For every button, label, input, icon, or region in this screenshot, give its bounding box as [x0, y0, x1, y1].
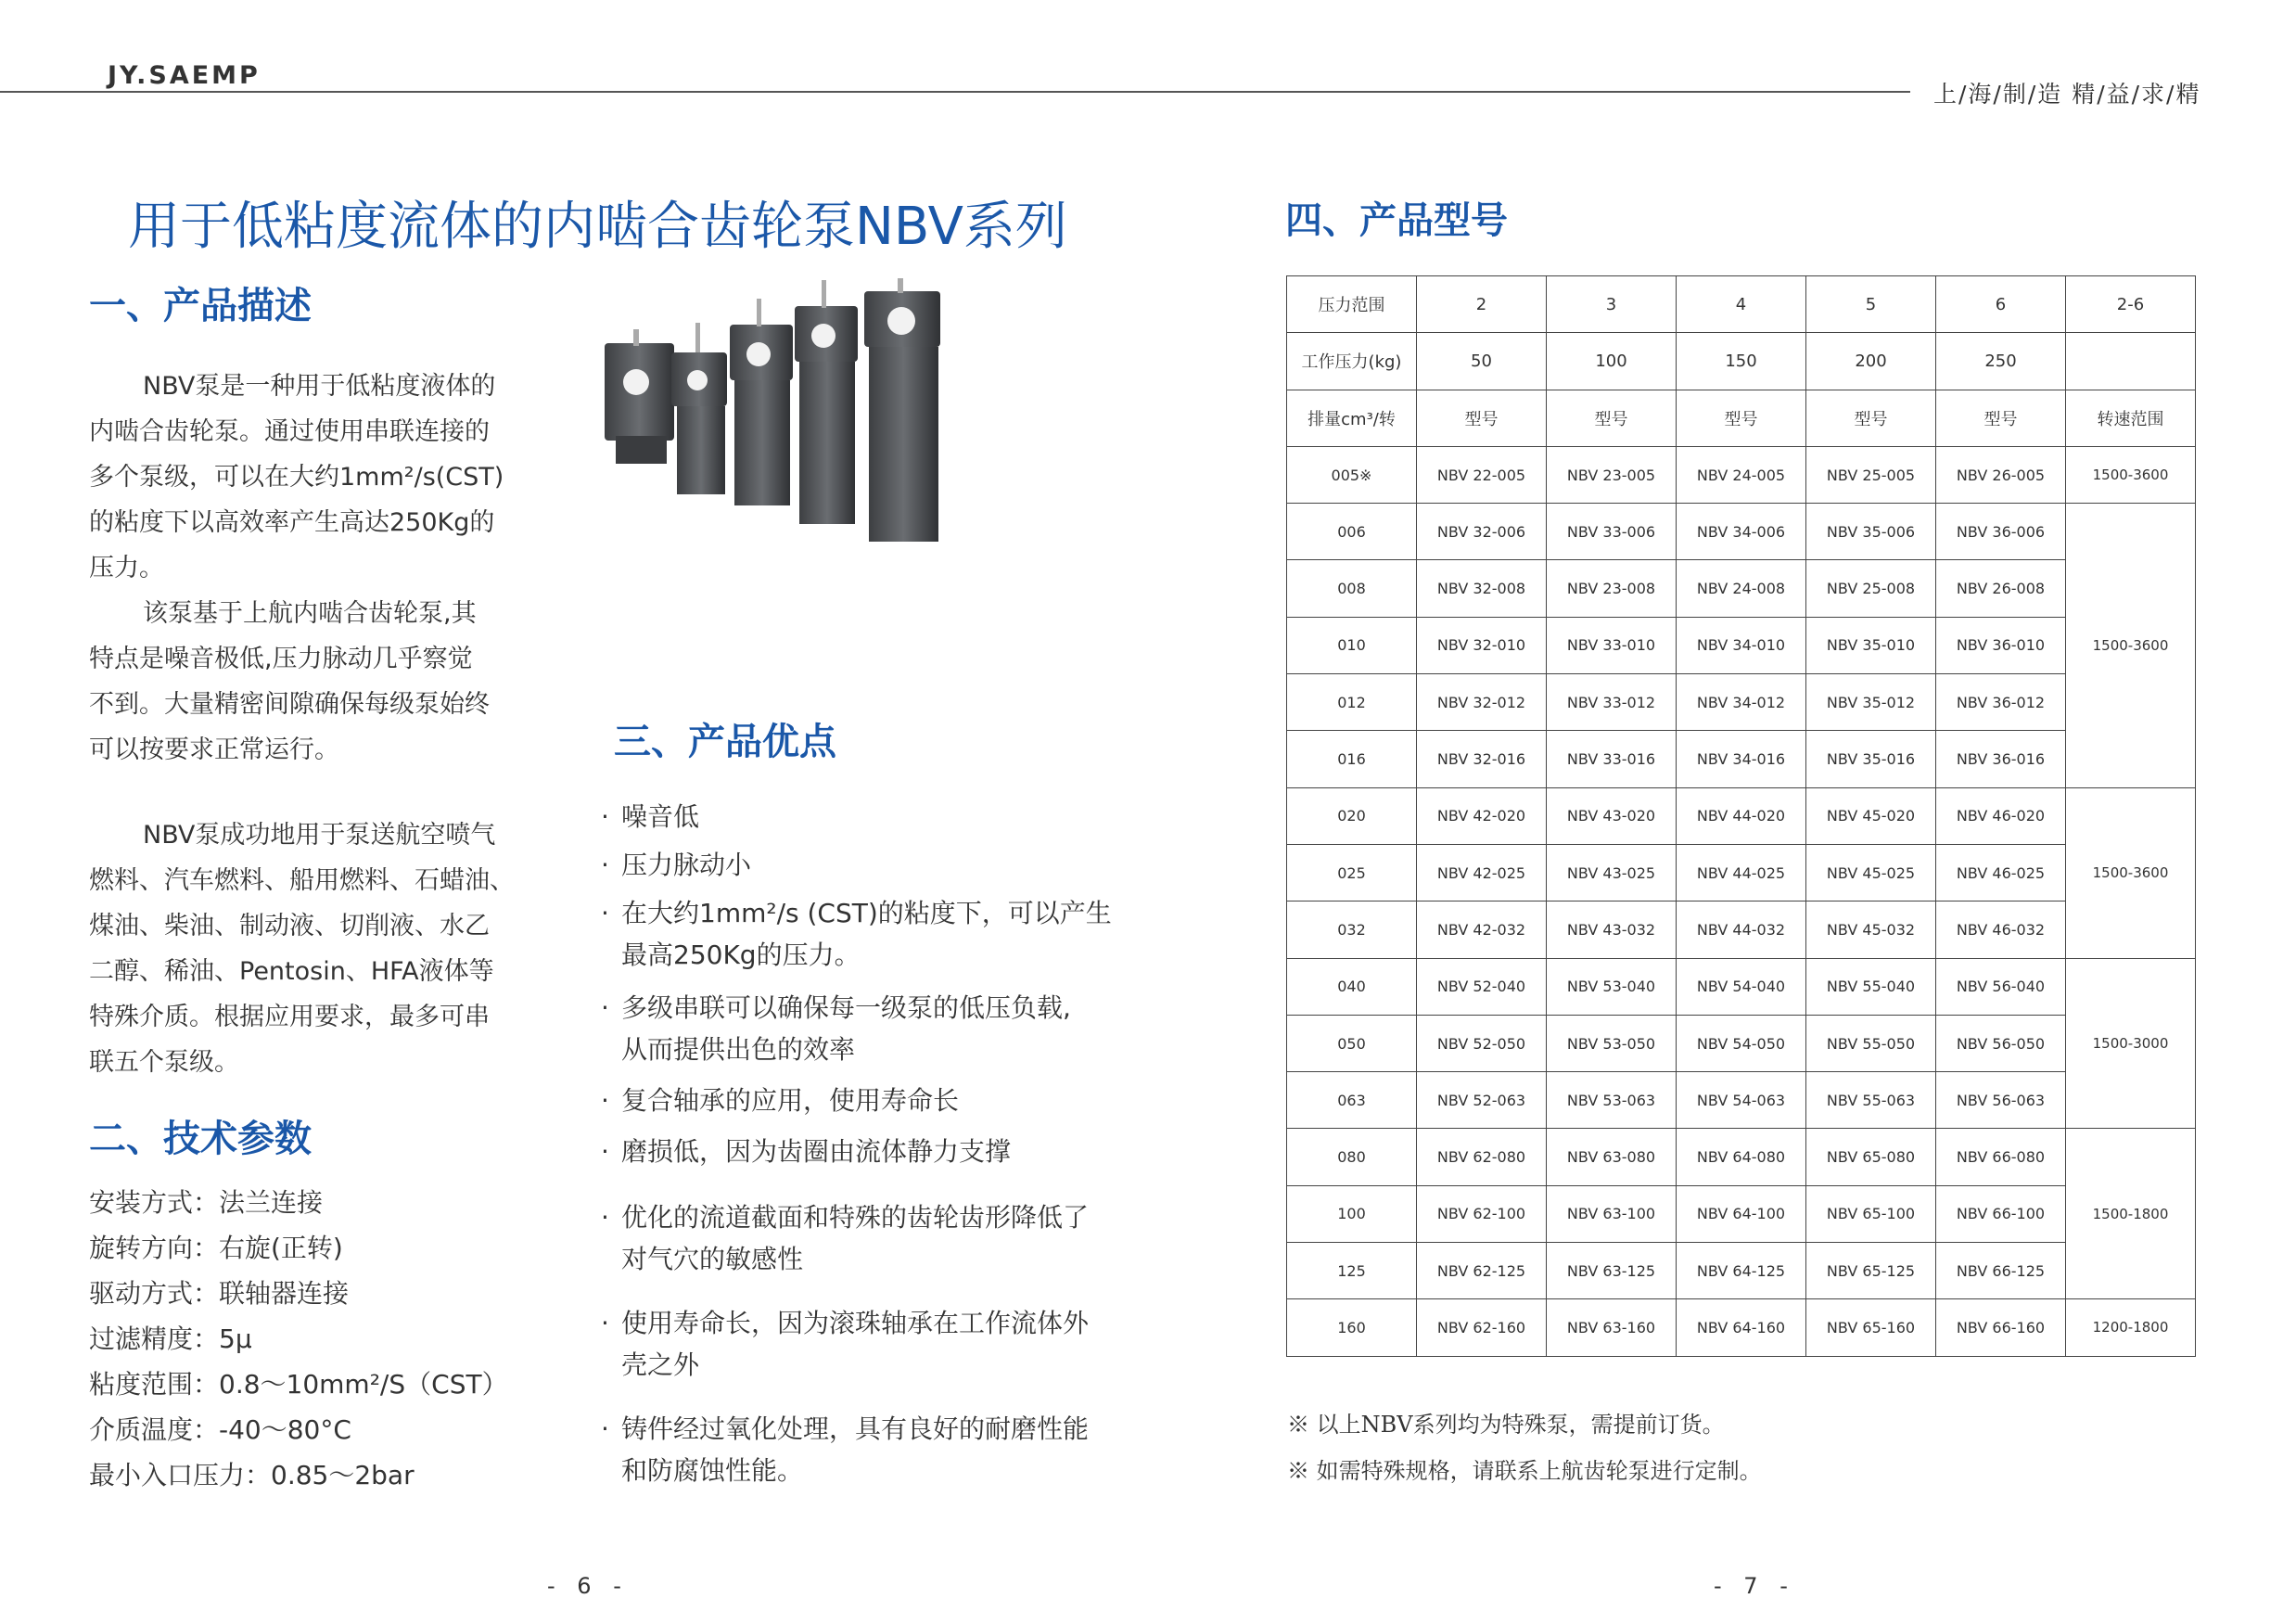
table-header-cell: 型号: [1806, 390, 1936, 446]
displacement-cell: 006: [1287, 504, 1417, 560]
spec-item: 安装方式：法兰连接: [89, 1187, 324, 1218]
model-cell: NBV 25-005: [1806, 446, 1936, 503]
displacement-cell: 063: [1287, 1072, 1417, 1129]
model-cell: NBV 33-006: [1547, 504, 1677, 560]
list-item: · 铸件经过氧化处理，具有良好的耐磨性能 和防腐蚀性能。: [601, 1413, 1090, 1486]
speed-range-cell: 1500-3600: [2066, 504, 2196, 787]
model-cell: NBV 23-008: [1547, 560, 1677, 617]
model-cell: NBV 56-040: [1936, 958, 2066, 1015]
table-header-cell: 压力范围: [1287, 276, 1417, 333]
model-cell: NBV 45-025: [1806, 844, 1936, 901]
section-title-description: 一、产品描述: [89, 285, 312, 327]
text-line: 二醇、稀油、Pentosin、HFA液体等: [89, 957, 494, 986]
model-cell: NBV 43-025: [1547, 844, 1677, 901]
table-row: [1287, 1015, 2196, 1071]
model-cell: NBV 25-008: [1806, 560, 1936, 617]
model-cell: NBV 63-160: [1547, 1299, 1677, 1356]
model-cell: NBV 33-012: [1547, 674, 1677, 731]
table-header-cell: 6: [1936, 276, 2066, 333]
section-title-models: 四、产品型号: [1285, 199, 1508, 242]
model-cell: NBV 64-125: [1677, 1243, 1806, 1299]
table-row: [1287, 504, 2196, 560]
table-row: [1287, 1299, 2196, 1356]
section-title-parameters: 二、技术参数: [89, 1118, 312, 1160]
text-line: 特点是噪音极低,压力脉动几乎察觉: [89, 645, 473, 673]
text-line: 不到。大量精密间隙确保每级泵始终: [89, 690, 490, 719]
model-cell: NBV 44-032: [1677, 902, 1806, 958]
speed-range-cell: 1500-3000: [2066, 958, 2196, 1129]
page-number-left: - 6 -: [547, 1573, 629, 1599]
spec-item: 旋转方向：右旋(正转): [89, 1233, 343, 1263]
text-line: 压力。: [89, 554, 164, 582]
text-line: 多个泵级，可以在大约1mm²/s(CST): [89, 463, 504, 492]
displacement-cell: 020: [1287, 787, 1417, 844]
table-row: [1287, 446, 2196, 503]
model-cell: NBV 64-100: [1677, 1185, 1806, 1242]
model-cell: NBV 54-040: [1677, 958, 1806, 1015]
list-item: · 使用寿命长，因为滚珠轴承在工作流体外 壳之外: [601, 1308, 1090, 1380]
text-line: NBV泵是一种用于低粘度液体的: [143, 372, 496, 401]
model-cell: NBV 42-020: [1417, 787, 1547, 844]
list-item: · 优化的流道截面和特殊的齿轮齿形降低了 对气穴的敏感性: [601, 1202, 1090, 1274]
model-cell: NBV 62-100: [1417, 1185, 1547, 1242]
model-cell: NBV 32-010: [1417, 617, 1547, 673]
spec-item: 驱动方式：联轴器连接: [89, 1278, 350, 1309]
table-header-cell: 50: [1417, 333, 1547, 390]
header-divider: [0, 91, 1910, 93]
table-row: [1287, 1129, 2196, 1185]
model-cell: NBV 54-063: [1677, 1072, 1806, 1129]
model-cell: NBV 65-125: [1806, 1243, 1936, 1299]
table-header-cell: 2: [1417, 276, 1547, 333]
pump-1: [605, 329, 674, 464]
model-cell: NBV 34-010: [1677, 617, 1806, 673]
table-header-row: [1287, 390, 2196, 446]
table-header-cell: 型号: [1677, 390, 1806, 446]
table-row: [1287, 1185, 2196, 1242]
brand-name: JY.SAEMP: [108, 61, 261, 90]
model-cell: NBV 24-008: [1677, 560, 1806, 617]
pump-4: [795, 280, 858, 524]
model-cell: NBV 22-005: [1417, 446, 1547, 503]
model-cell: NBV 52-050: [1417, 1015, 1547, 1071]
table-row: [1287, 617, 2196, 673]
text-line: 煤油、柴油、制动液、切削液、水乙: [89, 912, 490, 940]
speed-range-cell: 1200-1800: [2066, 1299, 2196, 1356]
model-cell: NBV 26-005: [1936, 446, 2066, 503]
table-row: [1287, 844, 2196, 901]
model-cell: NBV 26-008: [1936, 560, 2066, 617]
displacement-cell: 025: [1287, 844, 1417, 901]
table-row: [1287, 560, 2196, 617]
model-cell: NBV 43-020: [1547, 787, 1677, 844]
model-cell: NBV 45-032: [1806, 902, 1936, 958]
model-cell: NBV 62-160: [1417, 1299, 1547, 1356]
table-row: [1287, 958, 2196, 1015]
speed-range-cell: 1500-3600: [2066, 787, 2196, 958]
model-cell: NBV 42-032: [1417, 902, 1547, 958]
page-title: 用于低粘度流体的内啮合齿轮泵NBV系列: [128, 197, 1067, 257]
table-header-cell: [2066, 333, 2196, 390]
model-cell: NBV 23-005: [1547, 446, 1677, 503]
table-header-cell: 5: [1806, 276, 1936, 333]
displacement-cell: 050: [1287, 1015, 1417, 1071]
model-cell: NBV 56-063: [1936, 1072, 2066, 1129]
model-cell: NBV 55-050: [1806, 1015, 1936, 1071]
table-header-cell: 排量cm³/转: [1287, 390, 1417, 446]
model-cell: NBV 36-010: [1936, 617, 2066, 673]
text-line: 的粘度下以高效率产生高达250Kg的: [89, 508, 495, 537]
model-cell: NBV 35-012: [1806, 674, 1936, 731]
table-row: [1287, 674, 2196, 731]
product-photo: [605, 278, 994, 547]
table-row: [1287, 1243, 2196, 1299]
displacement-cell: 032: [1287, 902, 1417, 958]
list-item: · 压力脉动小: [601, 850, 752, 880]
model-cell: NBV 32-006: [1417, 504, 1547, 560]
model-cell: NBV 35-006: [1806, 504, 1936, 560]
pump-3: [730, 299, 793, 505]
displacement-cell: 160: [1287, 1299, 1417, 1356]
product-model-table: [1286, 275, 2196, 1357]
text-line: 内啮合齿轮泵。通过使用串联连接的: [89, 417, 490, 446]
model-cell: NBV 43-032: [1547, 902, 1677, 958]
displacement-cell: 125: [1287, 1243, 1417, 1299]
list-item: · 复合轴承的应用，使用寿命长: [601, 1085, 960, 1116]
displacement-cell: 008: [1287, 560, 1417, 617]
model-cell: NBV 45-020: [1806, 787, 1936, 844]
table-header-cell: 型号: [1547, 390, 1677, 446]
model-cell: NBV 35-010: [1806, 617, 1936, 673]
model-cell: NBV 24-005: [1677, 446, 1806, 503]
model-cell: NBV 65-080: [1806, 1129, 1936, 1185]
model-cell: NBV 54-050: [1677, 1015, 1806, 1071]
list-item: · 噪音低: [601, 801, 700, 832]
text-line: 燃料、汽车燃料、船用燃料、石蜡油、: [89, 866, 515, 895]
table-row: [1287, 1072, 2196, 1129]
model-cell: NBV 33-010: [1547, 617, 1677, 673]
model-cell: NBV 66-080: [1936, 1129, 2066, 1185]
advantages-list: [601, 796, 1120, 1491]
table-header-cell: 4: [1677, 276, 1806, 333]
model-cell: NBV 55-063: [1806, 1072, 1936, 1129]
model-cell: NBV 46-032: [1936, 902, 2066, 958]
model-cell: NBV 35-016: [1806, 731, 1936, 787]
table-header-cell: 转速范围: [2066, 390, 2196, 446]
table-header-cell: 型号: [1936, 390, 2066, 446]
spec-item: 介质温度：-40～80°C: [89, 1414, 351, 1445]
model-cell: NBV 63-100: [1547, 1185, 1677, 1242]
note-special-order: ※ 以上NBV系列均为特殊泵，需提前订货。: [1287, 1412, 1725, 1438]
text-line: 联五个泵级。: [89, 1048, 239, 1077]
model-cell: NBV 62-125: [1417, 1243, 1547, 1299]
header-slogan: 上/海/制/造 精/益/求/精: [1933, 81, 2201, 108]
table-row: [1287, 787, 2196, 844]
table-row: [1287, 731, 2196, 787]
model-cell: NBV 44-025: [1677, 844, 1806, 901]
model-cell: NBV 56-050: [1936, 1015, 2066, 1071]
model-cell: NBV 65-160: [1806, 1299, 1936, 1356]
table-header-cell: 型号: [1417, 390, 1547, 446]
model-cell: NBV 32-016: [1417, 731, 1547, 787]
section-title-advantages: 三、产品优点: [614, 721, 836, 763]
model-cell: NBV 65-100: [1806, 1185, 1936, 1242]
displacement-cell: 080: [1287, 1129, 1417, 1185]
model-cell: NBV 36-006: [1936, 504, 2066, 560]
displacement-cell: 016: [1287, 731, 1417, 787]
description-paragraph-1: [89, 364, 571, 773]
table-header-cell: 100: [1547, 333, 1677, 390]
table-header-row: [1287, 276, 2196, 333]
table-header-cell: 2-6: [2066, 276, 2196, 333]
page-number-right: - 7 -: [1714, 1573, 1795, 1599]
pump-5: [864, 278, 940, 542]
model-cell: NBV 36-016: [1936, 731, 2066, 787]
model-cell: NBV 64-080: [1677, 1129, 1806, 1185]
spec-item: 最小入口压力：0.85～2bar: [89, 1460, 415, 1490]
table-header-cell: 工作压力(kg): [1287, 333, 1417, 390]
spec-item: 过滤精度：5μ: [89, 1323, 252, 1354]
displacement-cell: 012: [1287, 674, 1417, 731]
model-cell: NBV 44-020: [1677, 787, 1806, 844]
text-line: 特殊介质。根据应用要求，最多可串: [89, 1003, 490, 1031]
text-line: 可以按要求正常运行。: [89, 735, 339, 764]
list-item: · 多级串联可以确保每一级泵的低压负载, 从而提供出色的效率: [601, 992, 1071, 1065]
model-cell: NBV 32-008: [1417, 560, 1547, 617]
spec-item: 粘度范围：0.8～10mm²/S（CST）: [89, 1369, 508, 1400]
speed-range-cell: 1500-1800: [2066, 1129, 2196, 1299]
table-header-row: [1287, 333, 2196, 390]
model-cell: NBV 42-025: [1417, 844, 1547, 901]
list-item: · 在大约1mm²/s (CST)的粘度下，可以产生 最高250Kg的压力。: [601, 898, 1112, 970]
table-header-cell: 250: [1936, 333, 2066, 390]
text-line: NBV泵成功地用于泵送航空喷气: [143, 821, 496, 850]
model-cell: NBV 34-012: [1677, 674, 1806, 731]
note-customization: ※ 如需特殊规格，请联系上航齿轮泵进行定制。: [1287, 1458, 1762, 1484]
displacement-cell: 005※: [1287, 446, 1417, 503]
model-cell: NBV 62-080: [1417, 1129, 1547, 1185]
model-cell: NBV 46-020: [1936, 787, 2066, 844]
table-header-cell: 3: [1547, 276, 1677, 333]
text-line: 该泵基于上航内啮合齿轮泵,其: [143, 599, 477, 628]
model-cell: NBV 63-125: [1547, 1243, 1677, 1299]
model-cell: NBV 52-063: [1417, 1072, 1547, 1129]
table-header-cell: 200: [1806, 333, 1936, 390]
model-cell: NBV 52-040: [1417, 958, 1547, 1015]
model-cell: NBV 34-016: [1677, 731, 1806, 787]
displacement-cell: 040: [1287, 958, 1417, 1015]
model-cell: NBV 53-040: [1547, 958, 1677, 1015]
model-cell: NBV 36-012: [1936, 674, 2066, 731]
displacement-cell: 010: [1287, 617, 1417, 673]
model-cell: NBV 53-063: [1547, 1072, 1677, 1129]
model-cell: NBV 46-025: [1936, 844, 2066, 901]
table-row: [1287, 902, 2196, 958]
table-header-cell: 150: [1677, 333, 1806, 390]
displacement-cell: 100: [1287, 1185, 1417, 1242]
model-cell: NBV 32-012: [1417, 674, 1547, 731]
model-cell: NBV 66-125: [1936, 1243, 2066, 1299]
model-cell: NBV 33-016: [1547, 731, 1677, 787]
description-paragraph-3: [89, 812, 571, 1085]
model-cell: NBV 64-160: [1677, 1299, 1806, 1356]
model-cell: NBV 55-040: [1806, 958, 1936, 1015]
list-item: · 磨损低，因为齿圈由流体静力支撑: [601, 1136, 1012, 1167]
model-cell: NBV 66-160: [1936, 1299, 2066, 1356]
model-cell: NBV 66-100: [1936, 1185, 2066, 1242]
model-cell: NBV 34-006: [1677, 504, 1806, 560]
spec-list: [89, 1180, 571, 1498]
model-cell: NBV 53-050: [1547, 1015, 1677, 1071]
model-cell: NBV 63-080: [1547, 1129, 1677, 1185]
pump-2: [671, 323, 727, 494]
speed-range-cell: 1500-3600: [2066, 446, 2196, 503]
